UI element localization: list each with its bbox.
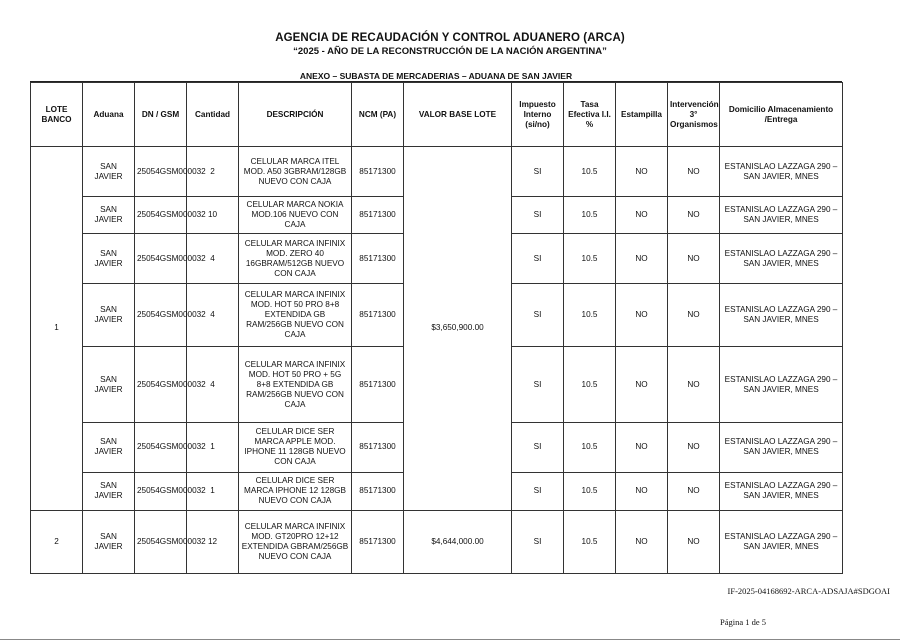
- intervencion-cell: NO: [668, 472, 720, 510]
- aduana-cell: SAN JAVIER: [83, 284, 135, 347]
- cantidad-cell: 1: [187, 472, 239, 510]
- col-header-cantidad: Cantidad: [187, 83, 239, 147]
- cantidad-cell: 4: [187, 347, 239, 422]
- lote-cell: 1: [31, 147, 83, 511]
- cantidad-cell: 4: [187, 284, 239, 347]
- valor-cell: $3,650,900.00: [404, 147, 512, 511]
- estampilla-cell: NO: [616, 422, 668, 472]
- tasa-cell: 10.5: [564, 422, 616, 472]
- impuesto-cell: SI: [512, 472, 564, 510]
- domicilio-cell: ESTANISLAO LAZZAGA 290 – SAN JAVIER, MNES: [720, 422, 843, 472]
- cantidad-cell: 10: [187, 197, 239, 234]
- impuesto-cell: SI: [512, 197, 564, 234]
- aduana-cell: SAN JAVIER: [83, 347, 135, 422]
- intervencion-cell: NO: [668, 147, 720, 197]
- table-row: [31, 510, 843, 573]
- cantidad-cell: 2: [187, 147, 239, 197]
- dn-cell: 25054GSM000032: [135, 197, 187, 234]
- dn-cell: 25054GSM000032: [135, 510, 187, 573]
- intervencion-cell: NO: [668, 234, 720, 284]
- ncm-cell: 85171300: [352, 472, 404, 510]
- impuesto-cell: SI: [512, 147, 564, 197]
- aduana-cell: SAN JAVIER: [83, 422, 135, 472]
- intervencion-cell: NO: [668, 422, 720, 472]
- page-bottom-rule: [0, 639, 900, 640]
- tasa-cell: 10.5: [564, 472, 616, 510]
- document-id: IF-2025-04168692-ARCA-ADSAJA#SDGOAI: [727, 586, 890, 596]
- descripcion-cell: CELULAR MARCA INFINIX MOD. GT20PRO 12+12 EXTENDIDA GBRAM/256GB NUEVO CON CAJA: [239, 510, 352, 573]
- tasa-cell: 10.5: [564, 347, 616, 422]
- aduana-cell: SAN JAVIER: [83, 234, 135, 284]
- valor-cell: $4,644,000.00: [404, 510, 512, 573]
- col-header-descripcion: DESCRIPCIÓN: [239, 83, 352, 147]
- cantidad-cell: 1: [187, 422, 239, 472]
- impuesto-cell: SI: [512, 347, 564, 422]
- ncm-cell: 85171300: [352, 234, 404, 284]
- impuesto-cell: SI: [512, 510, 564, 573]
- tasa-cell: 10.5: [564, 234, 616, 284]
- table-row: [31, 147, 843, 197]
- descripcion-cell: CELULAR MARCA INFINIX MOD. HOT 50 PRO 8+8 EXTENDIDA GB RAM/256GB NUEVO CON CAJA: [239, 284, 352, 347]
- col-header-ncm: NCM (PA): [352, 83, 404, 147]
- ncm-cell: 85171300: [352, 197, 404, 234]
- ncm-cell: 85171300: [352, 422, 404, 472]
- aduana-cell: SAN JAVIER: [83, 147, 135, 197]
- page-number: Página 1 de 5: [720, 617, 767, 627]
- estampilla-cell: NO: [616, 147, 668, 197]
- domicilio-cell: ESTANISLAO LAZZAGA 290 – SAN JAVIER, MNES: [720, 510, 843, 573]
- domicilio-cell: ESTANISLAO LAZZAGA 290 – SAN JAVIER, MNES: [720, 472, 843, 510]
- col-header-intervencion: Intervención 3° Organismos: [668, 83, 720, 147]
- descripcion-cell: CELULAR DICE SER MARCA IPHONE 12 128GB NUEVO CON CAJA: [239, 472, 352, 510]
- dn-cell: 25054GSM000032: [135, 422, 187, 472]
- descripcion-cell: CELULAR MARCA INFINIX MOD. HOT 50 PRO + 5G 8+8 EXTENDIDA GB RAM/256GB NUEVO CON CAJA: [239, 347, 352, 422]
- ncm-cell: 85171300: [352, 347, 404, 422]
- domicilio-cell: ESTANISLAO LAZZAGA 290 – SAN JAVIER, MNES: [720, 147, 843, 197]
- descripcion-cell: CELULAR MARCA NOKIA MOD.106 NUEVO CON CAJA: [239, 197, 352, 234]
- cantidad-cell: 12: [187, 510, 239, 573]
- intervencion-cell: NO: [668, 347, 720, 422]
- col-header-impuesto: Impuesto Interno (si/no): [512, 83, 564, 147]
- cantidad-cell: 4: [187, 234, 239, 284]
- domicilio-cell: ESTANISLAO LAZZAGA 290 – SAN JAVIER, MNES: [720, 347, 843, 422]
- ncm-cell: 85171300: [352, 510, 404, 573]
- descripcion-cell: CELULAR MARCA INFINIX MOD. ZERO 40 16GBRAM/512GB NUEVO CON CAJA: [239, 234, 352, 284]
- auction-table: [30, 82, 843, 574]
- intervencion-cell: NO: [668, 197, 720, 234]
- estampilla-cell: NO: [616, 284, 668, 347]
- dn-cell: 25054GSM000032: [135, 472, 187, 510]
- estampilla-cell: NO: [616, 510, 668, 573]
- aduana-cell: SAN JAVIER: [83, 510, 135, 573]
- tasa-cell: 10.5: [564, 197, 616, 234]
- lote-cell: 2: [31, 510, 83, 573]
- estampilla-cell: NO: [616, 234, 668, 284]
- estampilla-cell: NO: [616, 197, 668, 234]
- ncm-cell: 85171300: [352, 147, 404, 197]
- dn-cell: 25054GSM000032: [135, 147, 187, 197]
- tasa-cell: 10.5: [564, 510, 616, 573]
- year-motto: “2025 - AÑO DE LA RECONSTRUCCIÓN DE LA NACIÓN ARGENTINA”: [293, 46, 607, 57]
- estampilla-cell: NO: [616, 347, 668, 422]
- col-header-lote: LOTE BANCO: [31, 83, 83, 147]
- impuesto-cell: SI: [512, 422, 564, 472]
- col-header-domicilio: Domicilio Almacenamiento /Entrega: [720, 83, 843, 147]
- dn-cell: 25054GSM000032: [135, 234, 187, 284]
- aduana-cell: SAN JAVIER: [83, 472, 135, 510]
- annex-title: ANEXO – SUBASTA DE MERCADERIAS – ADUANA DE SAN JAVIER: [299, 71, 573, 81]
- dn-cell: 25054GSM000032: [135, 347, 187, 422]
- domicilio-cell: ESTANISLAO LAZZAGA 290 – SAN JAVIER, MNES: [720, 197, 843, 234]
- tasa-cell: 10.5: [564, 147, 616, 197]
- descripcion-cell: CELULAR DICE SER MARCA APPLE MOD. IPHONE 11 128GB NUEVO CON CAJA: [239, 422, 352, 472]
- col-header-dn: DN / GSM: [135, 83, 187, 147]
- ncm-cell: 85171300: [352, 284, 404, 347]
- intervencion-cell: NO: [668, 284, 720, 347]
- col-header-estampilla: Estampilla: [616, 83, 668, 147]
- col-header-valor: VALOR BASE LOTE: [404, 83, 512, 147]
- header-row: [31, 83, 843, 147]
- domicilio-cell: ESTANISLAO LAZZAGA 290 – SAN JAVIER, MNES: [720, 234, 843, 284]
- col-header-tasa: Tasa Efectiva I.I. %: [564, 83, 616, 147]
- intervencion-cell: NO: [668, 510, 720, 573]
- descripcion-cell: CELULAR MARCA ITEL MOD. A50 3GBRAM/128GB NUEVO CON CAJA: [239, 147, 352, 197]
- tasa-cell: 10.5: [564, 284, 616, 347]
- domicilio-cell: ESTANISLAO LAZZAGA 290 – SAN JAVIER, MNES: [720, 284, 843, 347]
- impuesto-cell: SI: [512, 284, 564, 347]
- col-header-aduana: Aduana: [83, 83, 135, 147]
- estampilla-cell: NO: [616, 472, 668, 510]
- aduana-cell: SAN JAVIER: [83, 197, 135, 234]
- impuesto-cell: SI: [512, 234, 564, 284]
- dn-cell: 25054GSM000032: [135, 284, 187, 347]
- agency-title: AGENCIA DE RECAUDACIÓN Y CONTROL ADUANERO (ARCA): [275, 32, 625, 44]
